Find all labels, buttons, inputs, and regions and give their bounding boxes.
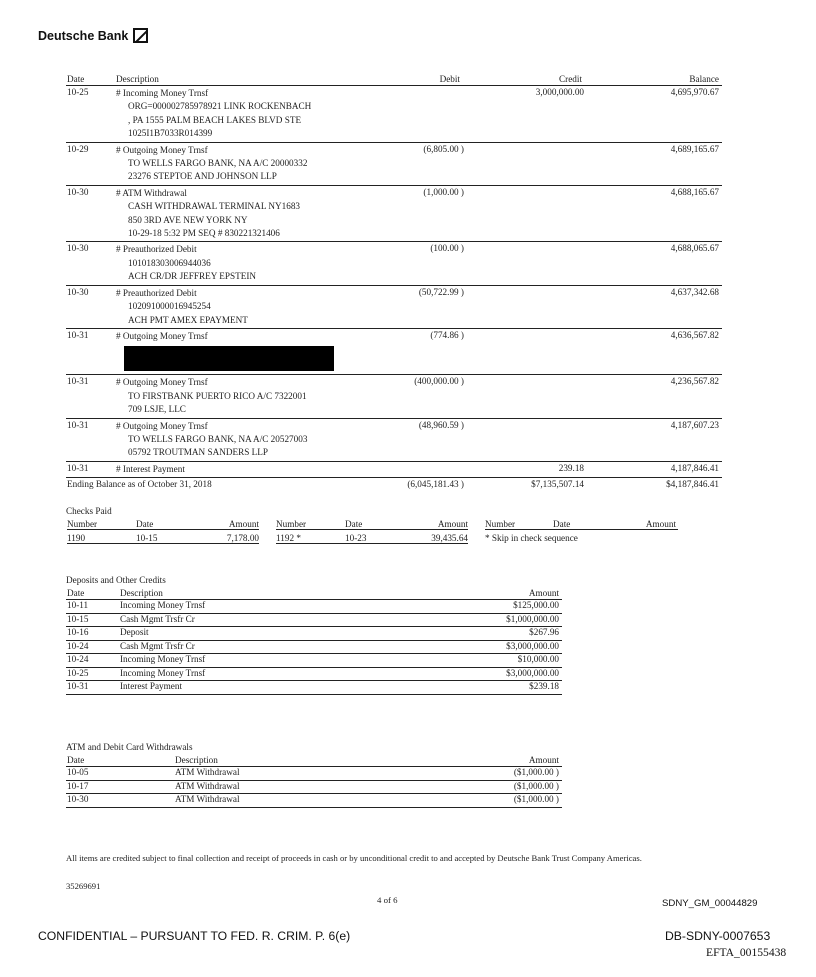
transaction-detail-line: ACH PMT AMEX EPAYMENT xyxy=(128,314,248,325)
atm-row-description: ATM Withdrawal xyxy=(175,794,240,804)
transaction-row xyxy=(66,186,722,243)
transaction-balance: 4,695,970.67 xyxy=(670,87,719,97)
check-2-date: 10-23 xyxy=(336,533,376,544)
transaction-balance: 4,187,846.41 xyxy=(670,462,719,473)
transactions-table xyxy=(66,73,722,492)
deposits-body xyxy=(66,600,562,695)
deposit-row xyxy=(66,641,562,655)
check-1-amount: 7,178.00 xyxy=(173,533,259,544)
transaction-balance: 4,636,567.82 xyxy=(670,329,719,340)
deposit-row-date: 10-24 xyxy=(67,640,89,651)
deposit-row-amount: $1,000,000.00 xyxy=(506,613,559,624)
deposit-row-date: 10-16 xyxy=(67,627,89,637)
atm-row-amount: ($1,000.00 ) xyxy=(513,780,559,791)
deposits-title: Deposits and Other Credits xyxy=(66,575,166,585)
transaction-balance: 4,236,567.82 xyxy=(670,376,719,387)
transaction-type: # ATM Withdrawal xyxy=(116,187,187,198)
deposits-table xyxy=(66,588,562,695)
transaction-row xyxy=(66,143,722,186)
transaction-balance: 4,688,165.67 xyxy=(670,186,719,197)
efta-number: EFTA_00155438 xyxy=(706,946,787,959)
atm-row-description: ATM Withdrawal xyxy=(175,780,240,791)
transaction-detail-line: 23276 STEPTOE AND JOHNSON LLP xyxy=(128,171,277,182)
check-2-number: 1192 * xyxy=(276,533,336,544)
checks-col-number: Number xyxy=(67,519,127,530)
transactions-body xyxy=(66,86,722,478)
transaction-detail-line: ACH CR/DR JEFFREY EPSTEIN xyxy=(128,271,257,282)
deposit-row-date: 10-11 xyxy=(67,600,89,610)
checks-col-amount-3: Amount xyxy=(593,519,678,530)
transaction-row xyxy=(66,86,722,143)
col-date: Date xyxy=(67,74,85,84)
transaction-credit: 3,000,000.00 xyxy=(535,87,584,97)
deposit-row-description: Cash Mgmt Trsfr Cr xyxy=(120,640,195,651)
transaction-debit: (6,805.00 ) xyxy=(423,143,464,154)
deposit-row-date: 10-25 xyxy=(67,667,89,678)
transaction-description xyxy=(116,87,722,141)
transaction-debit: (48,960.59 ) xyxy=(418,419,464,430)
col-description: Description xyxy=(116,74,159,84)
confidential-notice: CONFIDENTIAL – PURSUANT TO FED. R. CRIM. P. 6(e) xyxy=(38,929,351,943)
deposit-row xyxy=(66,654,562,668)
atm-row-amount: ($1,000.00 ) xyxy=(513,767,559,777)
deposits-col-date: Date xyxy=(67,588,85,598)
deposit-row xyxy=(66,627,562,641)
transaction-type: # Outgoing Money Trnsf xyxy=(116,144,208,155)
atm-row xyxy=(66,794,562,808)
transaction-date: 10-30 xyxy=(67,243,89,254)
deposit-row xyxy=(66,668,562,682)
atm-row xyxy=(66,781,562,795)
transaction-balance: 4,688,065.67 xyxy=(670,243,719,254)
checks-col-amount: Amount xyxy=(173,519,259,530)
deposit-row-date: 10-31 xyxy=(67,681,89,691)
atm-col-date: Date xyxy=(67,755,85,765)
transaction-detail-line: 709 LSJE, LLC xyxy=(128,404,186,415)
page-number: 4 of 6 xyxy=(377,895,398,905)
deposit-row-description: Incoming Money Trnsf xyxy=(120,600,206,610)
transaction-date: 10-31 xyxy=(67,329,89,340)
transaction-detail-line: 10-29-18 5:32 PM SEQ # 830221321406 xyxy=(128,228,280,239)
transaction-balance: 4,689,165.67 xyxy=(670,143,719,154)
deposit-row-description: Deposit xyxy=(120,627,149,637)
deposits-col-description: Description xyxy=(120,588,163,598)
checks-col-amount-2: Amount xyxy=(376,519,468,530)
deposit-row-amount: $239.18 xyxy=(529,681,559,691)
transaction-type: # Outgoing Money Trnsf xyxy=(116,420,208,431)
transaction-detail-line: CASH WITHDRAWAL TERMINAL NY1683 xyxy=(128,201,301,212)
ending-debit: (6,045,181.43 ) xyxy=(407,479,464,490)
transaction-type: # Preauthorized Debit xyxy=(116,287,197,298)
transaction-date: 10-30 xyxy=(67,186,89,197)
transaction-row xyxy=(66,286,722,329)
transaction-type: # Outgoing Money Trnsf xyxy=(116,377,208,388)
ending-balance-row xyxy=(66,478,722,492)
transaction-description xyxy=(116,144,722,184)
transaction-date: 10-30 xyxy=(67,286,89,297)
ending-balance: $4,187,846.41 xyxy=(666,479,719,490)
deposits-col-amount: Amount xyxy=(528,588,559,598)
transaction-detail-line: 101018303006944036 xyxy=(128,257,211,268)
deposit-row-amount: $3,000,000.00 xyxy=(506,667,559,678)
transaction-detail-line: TO WELLS FARGO BANK, NA A/C 20527003 xyxy=(128,433,308,444)
redaction-block xyxy=(124,346,334,371)
deposit-row-amount: $267.96 xyxy=(529,627,559,637)
transaction-type: # Incoming Money Trnsf xyxy=(116,88,209,98)
atm-row-date: 10-17 xyxy=(67,780,89,791)
deposit-row-description: Interest Payment xyxy=(120,681,182,691)
ending-credit: $7,135,507.14 xyxy=(531,479,584,490)
deutsche-bank-slash-icon xyxy=(133,28,148,43)
deposit-row-date: 10-15 xyxy=(67,613,89,624)
transaction-debit: (400,000.00 ) xyxy=(414,376,464,387)
transaction-credit: 239.18 xyxy=(558,462,584,473)
atm-table xyxy=(66,755,562,808)
atm-row-amount: ($1,000.00 ) xyxy=(513,794,559,804)
transaction-detail-line: , PA 1555 PALM BEACH LAKES BLVD STE xyxy=(128,114,302,125)
checks-col-date: Date xyxy=(127,519,173,530)
transaction-date: 10-31 xyxy=(67,376,89,387)
check-1-number: 1190 xyxy=(67,533,127,544)
transaction-detail-line: TO FIRSTBANK PUERTO RICO A/C 7322001 xyxy=(128,390,307,401)
transaction-description xyxy=(116,187,722,241)
transaction-row xyxy=(66,419,722,462)
transaction-debit: (100.00 ) xyxy=(430,243,464,254)
transaction-balance: 4,637,342.68 xyxy=(670,286,719,297)
transaction-debit: (774.86 ) xyxy=(430,329,464,340)
checks-col-date-2: Date xyxy=(336,519,376,530)
atm-title: ATM and Debit Card Withdrawals xyxy=(66,742,193,752)
bank-logo xyxy=(38,28,148,43)
ending-label: Ending Balance as of October 31, 2018 xyxy=(67,479,212,490)
transaction-row xyxy=(66,375,722,418)
checks-paid-title: Checks Paid xyxy=(66,506,112,516)
transaction-row xyxy=(66,329,722,375)
transaction-type: # Outgoing Money Trnsf xyxy=(116,330,208,341)
transaction-row xyxy=(66,462,722,478)
atm-row xyxy=(66,767,562,781)
transaction-description xyxy=(116,330,722,371)
transactions-header xyxy=(66,73,722,86)
transaction-debit: (1,000.00 ) xyxy=(423,186,464,197)
atm-body xyxy=(66,767,562,808)
deposit-row-amount: $10,000.00 xyxy=(517,654,559,664)
deposit-row-description: Cash Mgmt Trsfr Cr xyxy=(120,613,195,624)
deposit-row xyxy=(66,681,562,695)
deposit-row-date: 10-24 xyxy=(67,654,89,664)
transaction-type: # Interest Payment xyxy=(116,463,185,474)
atm-header xyxy=(66,755,562,767)
transaction-description xyxy=(116,463,722,476)
transaction-detail-line: 05792 TROUTMAN SANDERS LLP xyxy=(128,447,268,458)
col-credit: Credit xyxy=(559,74,582,84)
transaction-row xyxy=(66,242,722,285)
bates-number-sdny-gm: SDNY_GM_00044829 xyxy=(662,898,758,909)
deposit-row-amount: $125,000.00 xyxy=(513,600,559,610)
col-debit: Debit xyxy=(439,74,460,84)
check-1-date: 10-15 xyxy=(127,533,173,544)
checks-col-number-2: Number xyxy=(276,519,336,530)
atm-col-amount: Amount xyxy=(528,755,559,765)
transaction-detail-line: 102091000016945254 xyxy=(128,301,211,312)
transaction-detail-line: ORG=000002785978921 LINK ROCKENBACH xyxy=(128,101,312,112)
transaction-description xyxy=(116,243,722,283)
transaction-date: 10-29 xyxy=(67,143,89,154)
col-balance: Balance xyxy=(689,74,719,84)
check-2-amount: 39,435.64 xyxy=(376,533,468,544)
bank-name: Deutsche Bank xyxy=(38,28,129,43)
account-reference: 35269691 xyxy=(66,881,101,891)
deposits-header xyxy=(66,588,562,600)
transaction-type: # Preauthorized Debit xyxy=(116,244,197,255)
transaction-detail-line: 1025I1B7033R014399 xyxy=(128,128,213,139)
transaction-balance: 4,187,607.23 xyxy=(670,419,719,430)
transaction-detail-line: TO WELLS FARGO BANK, NA A/C 20000332 xyxy=(128,158,308,169)
deposit-row xyxy=(66,614,562,628)
atm-row-description: ATM Withdrawal xyxy=(175,767,240,777)
deposit-row xyxy=(66,600,562,614)
transaction-date: 10-25 xyxy=(67,87,89,97)
atm-row-date: 10-05 xyxy=(67,767,89,777)
transaction-debit: (50,722.99 ) xyxy=(418,286,464,297)
atm-row-date: 10-30 xyxy=(67,794,89,804)
deposit-row-description: Incoming Money Trnsf xyxy=(120,667,206,678)
checks-paid-table xyxy=(66,519,678,549)
transaction-detail-line: 850 3RD AVE NEW YORK NY xyxy=(128,214,248,225)
transaction-date: 10-31 xyxy=(67,462,89,473)
transaction-date: 10-31 xyxy=(67,419,89,430)
deposit-row-description: Incoming Money Trnsf xyxy=(120,654,206,664)
check-skip-note: * Skip in check sequence xyxy=(485,533,578,543)
atm-col-description: Description xyxy=(175,755,218,765)
checks-col-number-3: Number xyxy=(485,519,541,530)
checks-col-date-3: Date xyxy=(541,519,593,530)
footnote: All items are credited subject to final collection and receipt of proceeds in cash or by unconditional credit to and accepted by Deutsche Bank Trust Company Americas. xyxy=(66,853,642,863)
bates-number-db-sdny: DB-SDNY-0007653 xyxy=(665,929,771,943)
deposit-row-amount: $3,000,000.00 xyxy=(506,640,559,651)
